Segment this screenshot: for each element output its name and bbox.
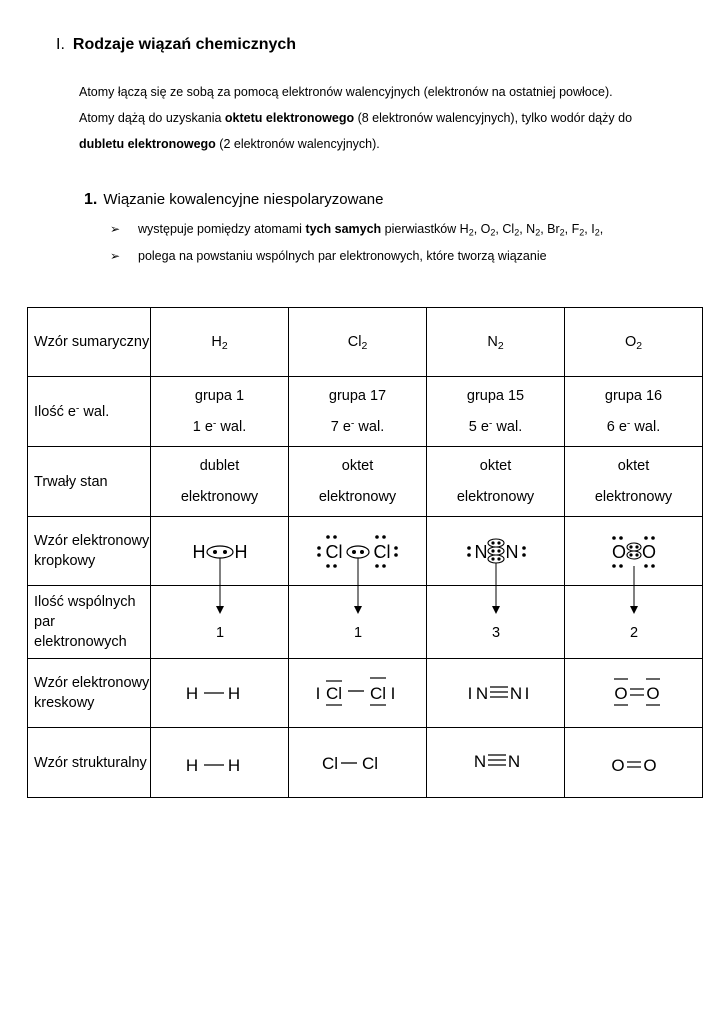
- element-symbol: O: [480, 222, 491, 236]
- shared-pairs-count: 2: [629, 625, 638, 641]
- bullet-2-text: polega na powstaniu wspólnych par elektronowych, które tworzą wiązanie: [138, 249, 547, 263]
- valence-number: 1 e: [192, 418, 213, 435]
- triple-bond: [490, 687, 508, 697]
- atom-symbol: H: [227, 755, 240, 775]
- atom-symbol: Cl: [321, 753, 338, 773]
- formula-cell: [151, 308, 289, 377]
- atom-symbol: H: [185, 755, 198, 775]
- stable-word-2: elektronowy: [180, 488, 259, 505]
- dash-formula-cl2: [289, 659, 427, 728]
- subsection-heading: [84, 191, 384, 209]
- shared-pair-ellipses: [488, 539, 504, 563]
- arrow-bullet-icon: ➢: [110, 249, 121, 263]
- element-symbol: Br: [547, 222, 560, 236]
- atom-symbol: H: [192, 542, 205, 562]
- electron-superscript: -: [212, 417, 217, 429]
- triple-bond: [488, 755, 506, 765]
- valence-unit: wal.: [630, 418, 661, 435]
- formula-cell: [427, 308, 565, 377]
- stable-word-1: oktet: [479, 457, 512, 474]
- shared-pair-ellipse: [207, 546, 233, 558]
- electron-dot: [352, 550, 356, 554]
- atom-symbol: N: [473, 751, 486, 771]
- valence-cell: [427, 377, 565, 447]
- structural-formula-n2: [428, 731, 564, 791]
- atom-symbol: Cl: [373, 542, 390, 562]
- atom-symbol: O: [642, 755, 657, 775]
- group-label: grupa 1: [194, 387, 245, 404]
- structural-formula-h2: [152, 731, 288, 791]
- table-row-dot-formula: [28, 517, 703, 586]
- row-header-shared: Ilość wspólnych par elektronowych: [28, 586, 151, 659]
- intro-text-1: Atomy łączą się ze sobą za pomocą elektronów walencyjnych (elektronów na ostatniej powłoce).: [79, 85, 613, 99]
- stable-word-2: elektronowy: [456, 488, 535, 505]
- electron-dot: [213, 550, 217, 554]
- formula-symbol: N: [487, 334, 498, 350]
- element-subscript: 2: [468, 227, 474, 238]
- valence-number: 6 e: [606, 418, 627, 435]
- shared-electron-dots: [491, 541, 500, 560]
- dash-formula-n2: [427, 659, 565, 728]
- valence-cell: [289, 377, 427, 447]
- heading-title: Rodzaje wiązań chemicznych: [72, 36, 297, 53]
- structural-o2: [565, 728, 703, 798]
- table-row-stable: [28, 447, 703, 517]
- dot-formula-cl2: [289, 517, 427, 586]
- valence-count: [151, 412, 288, 443]
- formula-cell: [289, 308, 427, 377]
- formula-subscript: 2: [497, 341, 504, 353]
- element-symbol: Cl: [502, 222, 515, 236]
- valence-unit: wal.: [216, 418, 247, 435]
- lone-pair-bar: I: [315, 684, 320, 703]
- valence-count: [289, 412, 426, 443]
- lewis-dash-h2: [152, 661, 288, 721]
- shared-pairs-cell: [289, 586, 427, 659]
- shared-pairs-count: 1: [353, 625, 362, 641]
- valence-cell: [151, 377, 289, 447]
- stable-cell: [565, 447, 703, 517]
- element-subscript: 2: [594, 227, 600, 238]
- atom-symbol: O: [613, 684, 628, 703]
- formula-cell: [565, 308, 703, 377]
- shared-pair-ellipse: [347, 546, 369, 558]
- subsection-title: Wiązanie kowalencyjne niespolaryzowane: [103, 191, 384, 208]
- formula-symbol: Cl: [347, 334, 362, 350]
- valence-count: [427, 412, 564, 443]
- shared-pairs-cell: [565, 586, 703, 659]
- shared-pairs-cell: [427, 586, 565, 659]
- atom-symbol: O: [645, 684, 660, 703]
- atom-symbol: N: [505, 542, 518, 562]
- row-header-valence-text: Ilość e: [34, 403, 76, 420]
- table-row-dash-formula: [28, 659, 703, 728]
- valence-unit: wal.: [492, 418, 523, 435]
- intro-line-3: [79, 135, 380, 153]
- group-label: grupa 17: [328, 387, 387, 404]
- section-heading: [56, 36, 296, 54]
- intro-bold-doublet: dubletu elektronowego: [79, 137, 216, 151]
- intro-text-2b: (8 elektronów walencyjnych), tylko wodór dąży do: [354, 111, 633, 125]
- row-header-valence-unit: wal.: [79, 403, 110, 420]
- atom-symbol: N: [475, 684, 488, 703]
- atom-symbol: H: [227, 684, 240, 703]
- lewis-dot-o2: [566, 517, 702, 585]
- lewis-dot-cl2: [290, 517, 426, 585]
- stable-cell: [151, 447, 289, 517]
- bullet-1-text-b: pierwiastków: [381, 222, 460, 236]
- valence-count: [565, 412, 702, 443]
- formula-symbol: O: [624, 334, 637, 350]
- arrow-head-icon: [354, 606, 362, 614]
- structural-h2: [151, 728, 289, 798]
- shared-arrow: [428, 586, 564, 654]
- structural-formula-cl2: [290, 731, 426, 791]
- heading-number: I.: [56, 36, 65, 53]
- valence-number: 7 e: [330, 418, 351, 435]
- arrow-head-icon: [216, 606, 224, 614]
- intro-text-2a: Atomy dążą do uzyskania: [79, 111, 225, 125]
- atom-symbol: H: [234, 542, 247, 562]
- valence-cell: [565, 377, 703, 447]
- bond-table: [27, 307, 703, 798]
- atom-symbol: N: [474, 542, 487, 562]
- subsection-number: 1.: [84, 191, 98, 208]
- formula-subscript: 2: [221, 341, 228, 353]
- atom-symbol: O: [610, 755, 625, 775]
- atom-symbol: H: [185, 684, 198, 703]
- atom-symbol: N: [509, 684, 522, 703]
- row-header-dash: Wzór elektronowy kreskowy: [28, 659, 151, 728]
- dot-formula-o2: [565, 517, 703, 586]
- lewis-dot-n2: [428, 517, 564, 585]
- element-subscript: 2: [579, 227, 585, 238]
- lone-pair-bar: I: [524, 684, 529, 703]
- intro-line-1: [79, 83, 613, 101]
- atom-symbol: Cl: [325, 684, 342, 703]
- bullet-1-bold: tych samych: [305, 222, 382, 236]
- electron-superscript: -: [350, 417, 355, 429]
- row-header-dot: Wzór elektronowy kropkowy: [28, 517, 151, 586]
- row-header-valence: [28, 377, 151, 447]
- row-header-structural: Wzór strukturalny: [28, 728, 151, 798]
- arrow-head-icon: [492, 606, 500, 614]
- structural-n2: [427, 728, 565, 798]
- row-header-formula: Wzór sumaryczny: [28, 308, 151, 377]
- lewis-dash-o2: [566, 661, 702, 721]
- element-symbol: H: [459, 222, 469, 236]
- formula-subscript: 2: [636, 341, 643, 353]
- electron-superscript: -: [488, 417, 493, 429]
- table-row-shared-pairs: [28, 586, 703, 659]
- stable-word-2: elektronowy: [594, 488, 673, 505]
- electron-superscript: -: [75, 402, 80, 414]
- lewis-dot-h2: [152, 517, 288, 585]
- bullet-item-2: [110, 249, 547, 263]
- atom-symbol: O: [611, 542, 626, 562]
- element-subscript: 2: [490, 227, 496, 238]
- lewis-dash-n2: [428, 661, 564, 721]
- structural-formula-o2: [566, 731, 702, 791]
- shared-pairs-count: 1: [215, 625, 224, 641]
- element-list: $H_2$, $O_2$, $Cl_2$, $N_2$, $Br_2$, $F_2$, $I_2$,: [459, 222, 604, 238]
- electron-dot: [223, 550, 227, 554]
- element-symbol: I: [591, 222, 595, 236]
- shared-arrow: [152, 586, 288, 654]
- valence-number: 5 e: [468, 418, 489, 435]
- intro-line-2: [79, 109, 632, 127]
- electron-dot: [360, 550, 364, 554]
- stable-cell: [427, 447, 565, 517]
- element-subscript: 2: [514, 227, 520, 238]
- dash-formula-o2: [565, 659, 703, 728]
- electron-superscript: -: [626, 417, 631, 429]
- dot-formula-n2: [427, 517, 565, 586]
- double-bond: [627, 762, 641, 767]
- shared-pairs-cell: [151, 586, 289, 659]
- shared-arrow: [290, 586, 426, 654]
- atom-symbol: Cl: [325, 542, 342, 562]
- intro-text-3b: (2 elektronów walencyjnych).: [215, 137, 380, 151]
- stable-word-1: oktet: [617, 457, 650, 474]
- shared-pair-ellipses: [627, 543, 641, 559]
- stable-word-2: elektronowy: [318, 488, 397, 505]
- group-label: grupa 15: [466, 387, 525, 404]
- atom-symbol: N: [507, 751, 520, 771]
- intro-bold-octet: oktetu elektronowego: [224, 111, 355, 125]
- arrow-bullet-icon: ➢: [110, 222, 121, 236]
- double-bond: [630, 689, 644, 695]
- dot-formula-h2: [151, 517, 289, 586]
- atom-symbol: O: [641, 542, 656, 562]
- arrow-head-icon: [630, 606, 638, 614]
- dash-formula-h2: [151, 659, 289, 728]
- atom-symbol: Cl: [361, 753, 378, 773]
- lone-pair-bar: I: [390, 684, 395, 703]
- stable-word-1: oktet: [341, 457, 374, 474]
- stable-cell: [289, 447, 427, 517]
- atom-symbol: Cl: [369, 684, 386, 703]
- row-header-stable: Trwały stan: [28, 447, 151, 517]
- lewis-dash-cl2: [290, 661, 426, 721]
- element-symbol: F: [571, 222, 580, 236]
- table-row-formula: [28, 308, 703, 377]
- bullet-item-1: [110, 222, 603, 236]
- group-label: grupa 16: [604, 387, 663, 404]
- structural-cl2: [289, 728, 427, 798]
- shared-arrow: [566, 586, 702, 654]
- valence-unit: wal.: [354, 418, 385, 435]
- bullet-1-text-a: występuje pomiędzy atomami: [138, 222, 306, 236]
- shared-pairs-count: 3: [491, 625, 500, 641]
- stable-word-1: dublet: [199, 457, 240, 474]
- element-symbol: N: [526, 222, 536, 236]
- formula-symbol: H: [211, 334, 222, 350]
- table-row-structural: [28, 728, 703, 798]
- lone-pair-bar: I: [467, 684, 472, 703]
- formula-subscript: 2: [361, 341, 368, 353]
- table-row-valence: [28, 377, 703, 447]
- element-subscript: 2: [535, 227, 541, 238]
- element-subscript: 2: [559, 227, 565, 238]
